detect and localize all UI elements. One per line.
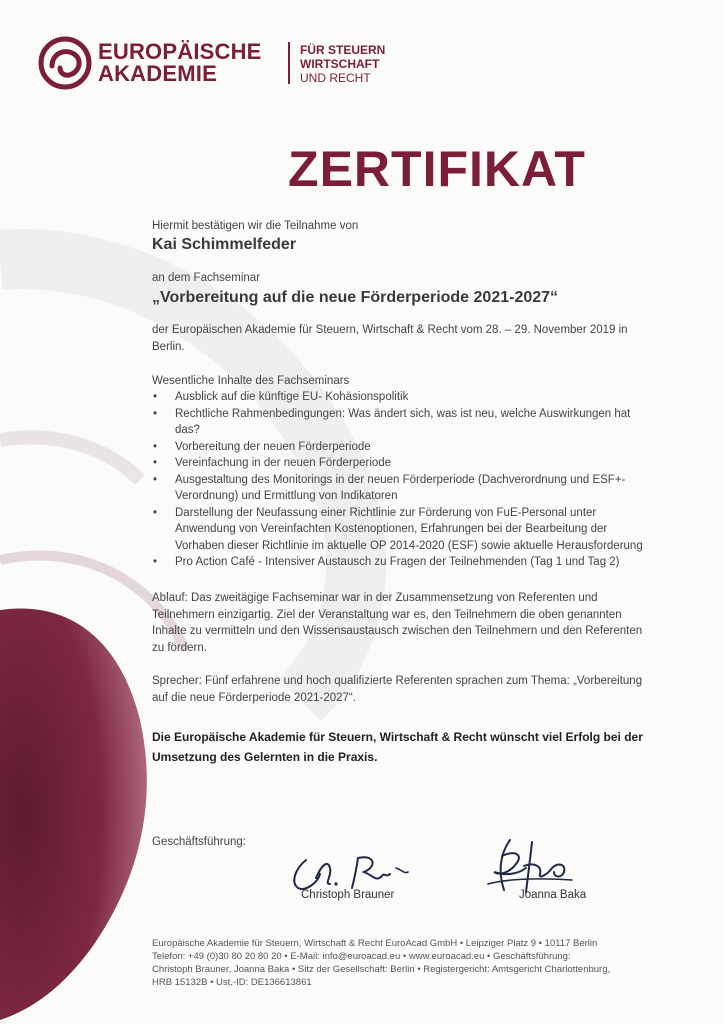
list-item: • Darstellung der Neufassung einer Richtlinie zur Förderung von FuE-Personal unter Anwendung von Vereinfachten Kostenoptionen, Erfahrungen bei der Bearbeitung der Vorhaben dieser Richtlinie im aktuelle OP 2014-2020 (ESF) sowie aktuelle Herausforderung — [152, 505, 652, 555]
closing-statement: Die Europäische Akademie für Steuern, Wirtschaft & Recht wünscht viel Erfolg bei der Umsetzung des Gelernten in die Praxis. — [152, 730, 643, 764]
footer-line: HRB 15132B • Ust.-ID: DE136613861 — [152, 977, 312, 988]
list-item: • Ausgestaltung des Monitorings in der neuen Förderperiode (Dachverordnung und ESF+-Verordnung) und Ermittlung von Indikatoren — [152, 472, 652, 505]
list-item: • Ausblick auf die künftige EU- Kohäsionspolitik — [152, 389, 652, 406]
list-item: • Vorbereitung der neuen Förderperiode — [152, 439, 652, 456]
management-label: Geschäftsführung: — [152, 836, 246, 848]
brand-name-line-2: AKADEMIE — [98, 61, 217, 86]
procedure-paragraph: Ablauf: Das zweitägige Fachseminar war in der Zusammensetzung von Referenten und Teilnehmern einzigartig. Ziel der Veranstaltung war es, den Teilnehmern die oben genannten Inhalte zu vermitteln und den Wissensaustausch zwischen den Teilnehmern und den Referenten zu fördern. — [152, 592, 643, 654]
footer-line: Christoph Brauner, Joanna Baka • Sitz der Gesellschaft: Berlin • Registergericht: Amtsgericht Charlottenburg, — [152, 964, 611, 975]
list-item: • Pro Action Café - Intensiver Austausch zu Fragen der Teilnehmenden (Tag 1 und Tag 2) — [152, 554, 652, 571]
seminar-label: an dem Fachseminar — [152, 272, 261, 284]
intro-text: Hiermit bestätigen wir die Teilnahme von — [152, 220, 359, 232]
tagline-line-2: WIRTSCHAFT — [300, 57, 380, 71]
tagline-line-1: FÜR STEUERN — [300, 43, 386, 57]
speakers-paragraph: Sprecher: Fünf erfahrene und hoch qualifizierte Referenten sprachen zum Thema: „Vorbereitung auf die neue Förderperiode 2021-2027“. — [152, 675, 643, 704]
tagline-line-3: UND RECHT — [300, 71, 371, 85]
list-item: • Rechtliche Rahmenbedingungen: Was ändert sich, was ist neu, welche Auswirkungen hat das? — [152, 406, 652, 439]
footer-line: Europäische Akademie für Steuern, Wirtschaft & Recht EuroAcad GmbH • Leipziger Platz 9 • 10117 Berlin — [152, 938, 598, 949]
participant-name: Kai Schimmelfeder — [152, 236, 297, 253]
signature-christoph-brauner — [278, 838, 418, 896]
contents-heading: Wesentliche Inhalte des Fachseminars — [152, 375, 350, 387]
contents-list — [152, 389, 652, 571]
list-item: • Vereinfachung in der neuen Förderperiode — [152, 455, 652, 472]
footer-line: Telefon: +49 (0)30 80 20 80 20 • E-Mail: info@euroacad.eu • www.euroacad.eu • Geschäftsführung: — [152, 951, 571, 962]
seminar-details-paragraph: der Europäischen Akademie für Steuern, Wirtschaft & Recht vom 28. – 29. November 2019 in Berlin. — [152, 324, 628, 353]
signatory-name: Christoph Brauner — [301, 889, 395, 901]
signatory-name: Joanna Baka — [519, 889, 587, 901]
certificate-title: ZERTIFIKAT — [288, 141, 586, 197]
academy-logo-icon — [38, 36, 92, 90]
header-divider — [288, 42, 290, 84]
brand-name-line-1: EUROPÄISCHE — [98, 39, 262, 64]
seminar-title: „Vorbereitung auf die neue Förderperiode 2021-2027“ — [152, 289, 559, 306]
